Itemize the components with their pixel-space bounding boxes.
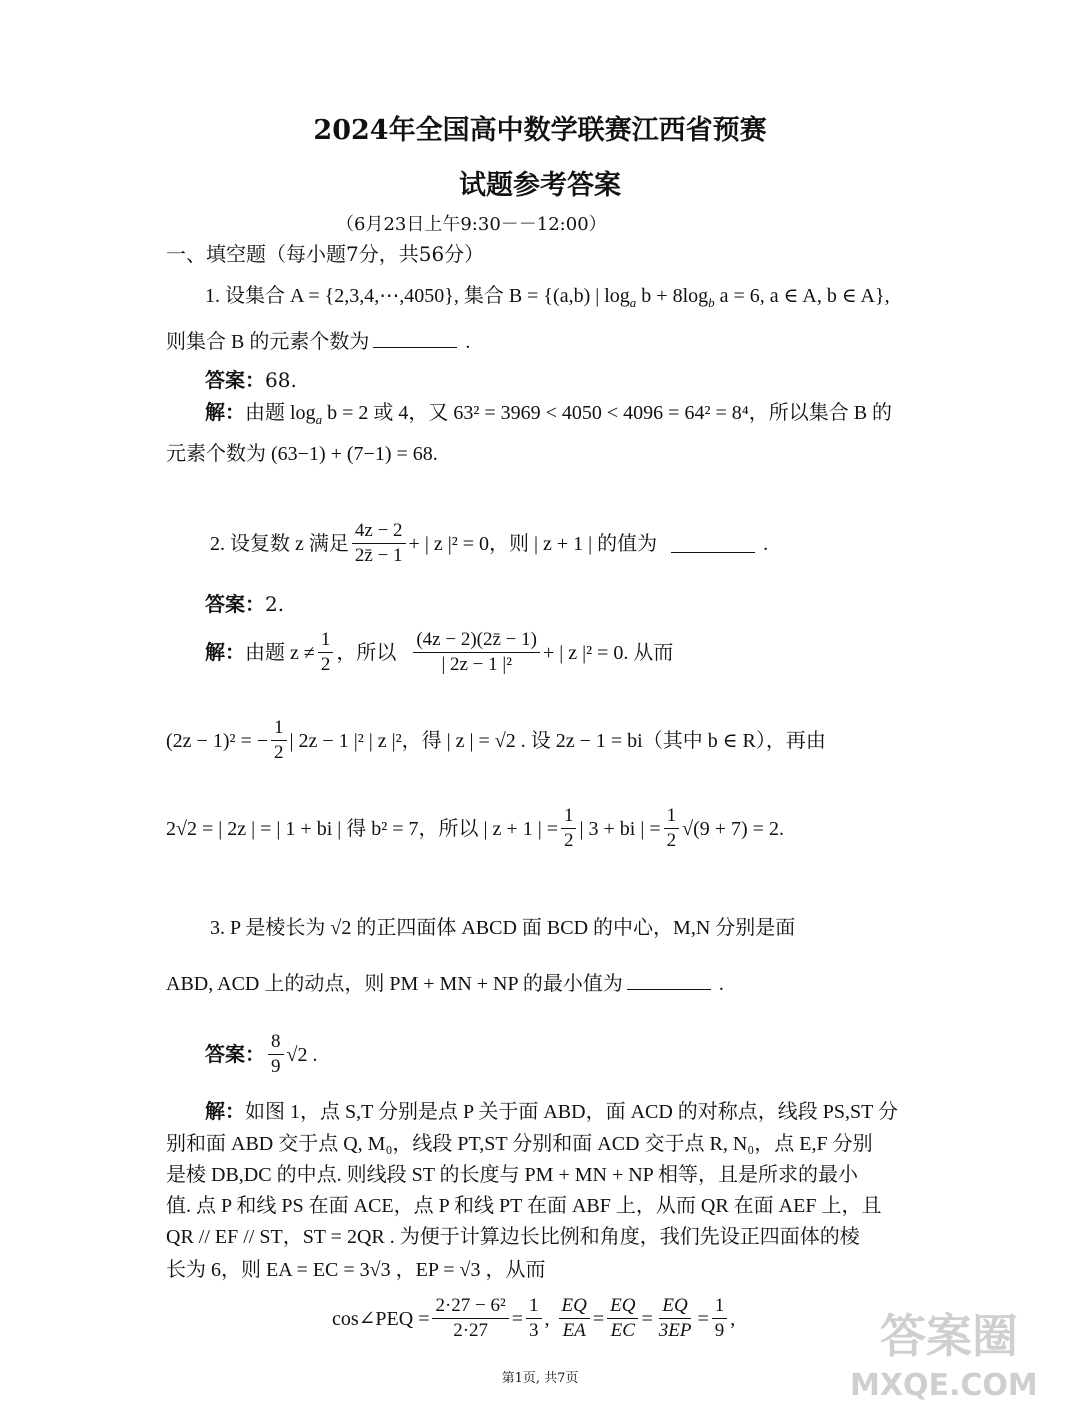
q1-solution-line2: 元素个数为 (63−1) + (7−1) = 68. bbox=[166, 443, 438, 465]
q2-line3-half-a-numerator: 1 bbox=[561, 804, 577, 829]
q1-solution-part-a: 由题 log bbox=[245, 402, 316, 424]
q3-solution-line4: 值. 点 P 和线 PS 在面 ACE，点 P 和线 PT 在面 ABF 上，从而 QR 在面 AEF 上，且 bbox=[166, 1195, 882, 1217]
q2-solution-line1 bbox=[205, 628, 673, 677]
q3-solution-line6: 长为 6，则 EA = EC = 3√3 ，EP = √3 ，从而 bbox=[166, 1259, 546, 1281]
q1-end-dot: . bbox=[465, 331, 471, 353]
q2-stem-fraction bbox=[352, 519, 406, 568]
q2-line2-part-a: (2z − 1)² = − bbox=[166, 729, 269, 752]
q2-answer-value: 2. bbox=[265, 592, 285, 616]
q2-stem-part-b: + | z |² = 0，则 | z + 1 | 的值为 bbox=[408, 532, 658, 555]
q2-line2-half-denominator: 2 bbox=[274, 742, 284, 763]
q2-solution-fraction-denominator: | 2z − 1 |² bbox=[441, 654, 512, 675]
q3-ratio-ea-numerator: EQ bbox=[559, 1294, 590, 1319]
q3-cos-equation bbox=[332, 1294, 735, 1343]
q2-fraction-numerator: 4z − 2 bbox=[352, 519, 406, 544]
exam-time: （6月23日上午9:30－－12:00） bbox=[336, 214, 607, 235]
q2-stem bbox=[210, 519, 768, 568]
q3-cos-denominator: 2·27 bbox=[453, 1320, 489, 1341]
q3-ratio-ec-denominator: EC bbox=[610, 1320, 635, 1341]
q1-stem-part-a: 1. 设集合 A = {2,3,4,⋯,4050}, 集合 B = {(a,b) | log bbox=[205, 285, 630, 307]
q1-solution-sub: a bbox=[315, 412, 323, 427]
q3-ratio-ea bbox=[559, 1294, 590, 1343]
watermark-logo: 答案圈 bbox=[880, 1309, 1018, 1363]
q1-sub-b: b bbox=[708, 295, 715, 310]
q3-answer bbox=[205, 1030, 317, 1079]
q3-ratio-ea-denominator: EA bbox=[562, 1320, 586, 1341]
q1-stem-part-b: b + 8log bbox=[641, 285, 709, 307]
q3-ratio-result-numerator: 1 bbox=[712, 1294, 728, 1319]
q3-cos-label: cos∠PEQ = bbox=[332, 1307, 430, 1330]
q3-eq-1: = bbox=[592, 1307, 605, 1330]
q3-cos-result-denominator: 3 bbox=[529, 1320, 539, 1341]
q3-ratio-ec bbox=[607, 1294, 638, 1343]
q3-answer-tail: √2 . bbox=[286, 1043, 318, 1066]
q2-line2-half-numerator: 1 bbox=[271, 716, 287, 741]
q2-answer-blank bbox=[671, 534, 755, 553]
q3-answer-label: 答案： bbox=[205, 1043, 265, 1066]
q2-fraction-denominator: 2z̄ − 1 bbox=[354, 545, 403, 566]
page-subtitle: 试题参考答案 bbox=[459, 170, 621, 201]
q3-cos-fraction bbox=[432, 1294, 508, 1343]
q2-stem-part-a: 2. 设复数 z 满足 bbox=[210, 532, 349, 555]
q3-solution-text-1: 如图 1，点 S,T 分别是点 P 关于面 ABD，面 ACD 的对称点，线段 PS,ST 分 bbox=[245, 1101, 899, 1123]
q1-sub-a: a bbox=[629, 295, 637, 310]
q3-ratio-result bbox=[712, 1294, 728, 1343]
q1-solution-line1 bbox=[205, 399, 892, 434]
q2-line3-half-a-denominator: 2 bbox=[563, 830, 574, 851]
q1-answer-label: 答案： bbox=[205, 368, 265, 392]
q1-solution-part-b: b = 2 或 4，又 63² = 3969 < 4050 < 4096 = 64² = 8⁴，所以集合 B 的 bbox=[327, 402, 893, 424]
q3-answer-fraction bbox=[268, 1030, 284, 1079]
q3-ratio-3ep bbox=[656, 1294, 695, 1343]
q3-eq-2: = bbox=[641, 1307, 653, 1330]
q2-solution-part-c: + | z |² = 0. 从而 bbox=[542, 641, 674, 664]
q2-line3-part-c: √(9 + 7) = 2. bbox=[682, 817, 784, 840]
q3-answer-denominator: 9 bbox=[271, 1056, 281, 1077]
q3-solution-line5: QR // EF // ST，ST = 2QR . 为便于计算边长比例和角度，我们先设正四面体的棱 bbox=[166, 1226, 860, 1248]
q1-stem-line2 bbox=[166, 328, 470, 356]
q2-line2-half bbox=[271, 716, 287, 765]
q2-line3-half-b-denominator: 2 bbox=[666, 830, 677, 851]
q3-cos-result bbox=[526, 1294, 542, 1343]
q1-stem bbox=[205, 282, 890, 317]
q2-answer-label: 答案： bbox=[205, 592, 265, 616]
q3-end-dot: . bbox=[718, 973, 724, 995]
q2-solution-part-a: 由题 z ≠ bbox=[245, 641, 315, 664]
q1-prompt: 则集合 B 的元素个数为 bbox=[166, 331, 370, 353]
q3-ratio-ec-numerator: EQ bbox=[607, 1294, 638, 1319]
q2-line3-part-a: 2√2 = | 2z | = | 1 + bi | 得 b² = 7，所以 | z + 1 | = bbox=[166, 817, 558, 840]
q3-stem-line2 bbox=[166, 970, 724, 998]
q2-solution-line2 bbox=[166, 716, 826, 765]
q3-comma: , bbox=[544, 1307, 550, 1330]
q2-end-dot: . bbox=[763, 532, 769, 555]
q3-answer-numerator: 8 bbox=[268, 1030, 284, 1055]
q2-solution-fraction-numerator: (4z − 2)(2z̄ − 1) bbox=[413, 628, 540, 653]
q3-answer-blank bbox=[627, 971, 711, 990]
q2-answer bbox=[205, 590, 284, 618]
q3-stem-line1: 3. P 是棱长为 √2 的正四面体 ABCD 面 BCD 的中心，M,N 分别是面 bbox=[210, 917, 796, 939]
q3-cos-numerator: 2·27 − 6² bbox=[432, 1294, 508, 1319]
q2-line3-half-b-numerator: 1 bbox=[664, 804, 680, 829]
page-footer: 第1页, 共7页 bbox=[501, 1371, 579, 1386]
q3-comma-end: , bbox=[730, 1307, 736, 1330]
q3-solution-line1 bbox=[205, 1098, 898, 1126]
q1-answer-value: 68. bbox=[265, 368, 297, 392]
q1-answer-blank bbox=[373, 329, 457, 348]
q3-cos-result-numerator: 1 bbox=[526, 1294, 542, 1319]
q3-ratio-result-denominator: 9 bbox=[714, 1320, 725, 1341]
q2-line3-half-a bbox=[561, 804, 577, 853]
q2-solution-fraction bbox=[413, 628, 540, 677]
q2-half-numerator: 1 bbox=[318, 628, 334, 653]
q3-solution-line3: 是棱 DB,DC 的中点. 则线段 ST 的长度与 PM + MN + NP 相等，且是所求的最小 bbox=[166, 1164, 859, 1186]
q2-solution-label: 解： bbox=[205, 641, 245, 664]
q3-cos-equals: = bbox=[511, 1307, 524, 1330]
q2-half-fraction bbox=[318, 628, 334, 677]
q3-prompt: ABD, ACD 上的动点，则 PM + MN + NP 的最小值为 bbox=[166, 973, 623, 995]
q3-eq-3: = bbox=[697, 1307, 709, 1330]
q3-ratio-3ep-denominator: 3EP bbox=[658, 1320, 692, 1341]
q1-stem-part-c: a = 6, a ∈ A, b ∈ A}, bbox=[719, 285, 890, 307]
page-title: 2024年全国高中数学联赛江西省预赛 bbox=[313, 115, 767, 146]
q2-solution-line3 bbox=[166, 804, 784, 853]
q1-solution-label: 解： bbox=[205, 402, 245, 424]
q2-line3-part-b: | 3 + bi | = bbox=[579, 817, 661, 840]
q2-solution-part-b: ，所以 bbox=[336, 641, 397, 664]
q2-line2-part-b: | 2z − 1 |² | z |²，得 | z | = √2 . 设 2z − 1 = bi（其中 b ∈ R），再由 bbox=[289, 729, 826, 752]
watermark-url: MXQE.COM bbox=[850, 1368, 1038, 1403]
q3-solution-label: 解： bbox=[205, 1101, 245, 1123]
q3-solution-line2: 别和面 ABD 交于点 Q, M₀，线段 PT,ST 分别和面 ACD 交于点 R, N₀，点 E,F 分别 bbox=[166, 1133, 873, 1155]
section-heading: 一、填空题（每小题7分，共56分） bbox=[166, 242, 485, 266]
q2-half-denominator: 2 bbox=[320, 654, 331, 675]
q3-ratio-3ep-numerator: EQ bbox=[659, 1294, 690, 1319]
q2-line3-half-b bbox=[664, 804, 680, 853]
q1-answer bbox=[205, 366, 297, 394]
